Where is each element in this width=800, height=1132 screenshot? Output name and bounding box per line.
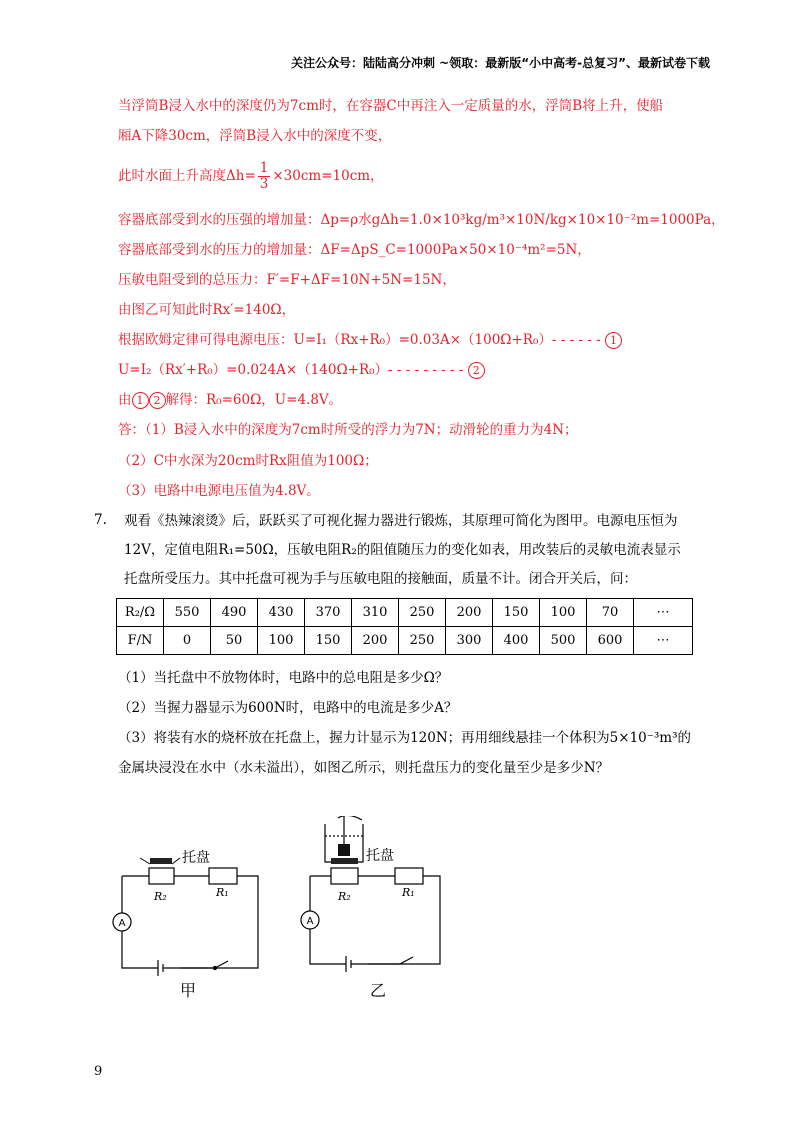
table-cell: 250 xyxy=(399,599,446,627)
table-cell: 490 xyxy=(211,599,258,627)
resistor-r1 xyxy=(209,868,237,884)
table-cell: 150 xyxy=(305,627,352,655)
page-number: 9 xyxy=(94,1064,103,1079)
table-cell: 0 xyxy=(164,627,211,655)
resistor-r2 xyxy=(149,868,174,884)
solution-line-3-pre: 此时水面上升高度Δh= xyxy=(118,168,256,184)
solution-line-9 xyxy=(118,360,485,380)
switch-lever xyxy=(400,957,413,964)
question-number: 7. xyxy=(94,512,107,528)
subquestion-3b: 金属块浸没在水中（水未溢出），如图乙所示，则托盘压力的变化量至少是多少N？ xyxy=(118,760,610,776)
ammeter-label: A xyxy=(118,918,126,929)
equation-2: U=I₂（Rx′+R₀）=0.024A×（140Ω+R₀）- - - - - - - - - xyxy=(118,362,464,378)
circled-marker-2b: 2 xyxy=(149,392,166,409)
r1-label: R₁ xyxy=(216,886,229,899)
subquestion-3a: （3）将装有水的烧杯放在托盘上，握力计显示为120N；再用细线悬挂一个体积为5×10⁻³m³的 xyxy=(118,730,691,746)
solution-line-2: 厢A下降30cm，浮筒B浸入水中的深度不变， xyxy=(118,128,392,144)
question-7-text xyxy=(124,507,714,594)
circuit-diagram-yi xyxy=(288,816,468,1000)
table-cell: 500 xyxy=(540,627,587,655)
table-cell: 200 xyxy=(446,599,493,627)
subquestion-2: （2）当握力器显示为600N时，电路中的电流是多少A？ xyxy=(118,700,458,716)
solution-line-8 xyxy=(118,330,622,350)
q7-text-line-2: 12V，定值电阻R₁=50Ω，压敏电阻R₂的阻值随压力的变化如表，用改装后的灵敏电流表显示 xyxy=(124,542,681,558)
answer-line-1: 答：（1）B浸入水中的深度为7cm时所受的浮力为7N；动滑轮的重力为4N； xyxy=(118,422,578,438)
circled-marker-1: 1 xyxy=(605,332,622,349)
page-header: 关注公众号：陆陆高分冲刺 ~领取：最新版“小中高考-总复习”、最新试卷下载 xyxy=(291,56,710,70)
table-cell: 100 xyxy=(540,599,587,627)
table-cell: 550 xyxy=(164,599,211,627)
table-cell: 370 xyxy=(305,599,352,627)
solution-line-7: 由图乙可知此时Rx′=140Ω， xyxy=(118,302,296,318)
r2-label: R₂ xyxy=(154,890,167,903)
table-cell: 300 xyxy=(446,627,493,655)
fraction-denominator: 3 xyxy=(259,176,269,192)
fraction-one-third xyxy=(258,161,271,192)
equation-1: 根据欧姆定律可得电源电压：U=I₁（Rx+R₀）=0.03A×（100Ω+R₀）- - - - - - xyxy=(118,332,601,348)
table-row-force xyxy=(117,627,693,655)
solution-line-3-post: ×30cm=10cm， xyxy=(272,168,384,184)
resistance-force-table xyxy=(116,598,693,655)
figure-caption-yi: 乙 xyxy=(370,981,387,1000)
resistor-r1 xyxy=(395,868,423,884)
solution-line-10 xyxy=(118,390,342,410)
table-cell: 70 xyxy=(587,599,634,627)
table-cell: 50 xyxy=(211,627,258,655)
table-cell: 100 xyxy=(258,627,305,655)
resistor-r2 xyxy=(331,868,358,884)
table-cell: 400 xyxy=(493,627,540,655)
tray-label: 托盘 xyxy=(182,850,210,866)
table-header-r2: R₂/Ω xyxy=(117,599,164,627)
circled-marker-2: 2 xyxy=(468,362,485,379)
ammeter-label: A xyxy=(306,916,314,927)
switch-lever xyxy=(215,961,228,968)
answer-line-2: （2）C中水深为20cm时Rx阻值为100Ω； xyxy=(118,453,378,469)
table-cell: 600 xyxy=(587,627,634,655)
hand-icon xyxy=(338,816,362,820)
solution-line-5: 容器底部受到水的压力的增加量：ΔF=ΔpS_C=1000Pa×50×10⁻⁴m²=5N， xyxy=(118,242,591,258)
metal-block xyxy=(338,844,350,856)
tray-block xyxy=(150,858,172,864)
table-row-resistance xyxy=(117,599,693,627)
solution-line-6: 压敏电阻受到的总压力：F′=F+ΔF=10N+5N=15N， xyxy=(118,272,456,288)
table-cell: 430 xyxy=(258,599,305,627)
r1-label: R₁ xyxy=(402,886,415,899)
solution-line-10-pre: 由 xyxy=(118,392,132,408)
table-cell: ⋯ xyxy=(634,627,693,655)
solution-line-1: 当浮筒B浸入水中的深度仍为7cm时，在容器C中再注入一定质量的水，浮筒B将上升，使船 xyxy=(118,98,664,114)
table-header-force: F/N xyxy=(117,627,164,655)
circuit-diagram-jia xyxy=(100,830,280,1000)
circled-marker-1b: 1 xyxy=(132,392,149,409)
r2-label: R₂ xyxy=(338,890,351,903)
subquestion-1: （1）当托盘中不放物体时，电路中的总电阻是多少Ω？ xyxy=(118,670,449,686)
table-cell: 310 xyxy=(352,599,399,627)
q7-text-line-1: 观看《热辣滚烫》后，跃跃买了可视化握力器进行锻炼，其原理可简化为图甲。电源电压恒为 xyxy=(124,513,678,529)
tray-label: 托盘 xyxy=(366,848,394,864)
fraction-numerator: 1 xyxy=(259,160,269,176)
table-cell: 250 xyxy=(399,627,446,655)
answer-line-3: （3）电路中电源电压值为4.8V。 xyxy=(118,483,320,499)
q7-text-line-3: 托盘所受压力。其中托盘可视为手与压敏电阻的接触面，质量不计。闭合开关后，问： xyxy=(124,571,637,587)
solution-line-10-post: 解得：R₀=60Ω，U=4.8V。 xyxy=(165,392,343,408)
figure-caption-jia: 甲 xyxy=(180,981,197,1000)
tray-block xyxy=(331,858,358,864)
solution-line-4: 容器底部受到水的压强的增加量：Δp=ρ水gΔh=1.0×10³kg/m³×10N/kg×10×10⁻²m=1000Pa， xyxy=(118,212,725,228)
table-cell: ⋯ xyxy=(634,599,693,627)
table-cell: 200 xyxy=(352,627,399,655)
table-cell: 150 xyxy=(493,599,540,627)
solution-line-3 xyxy=(118,160,384,192)
